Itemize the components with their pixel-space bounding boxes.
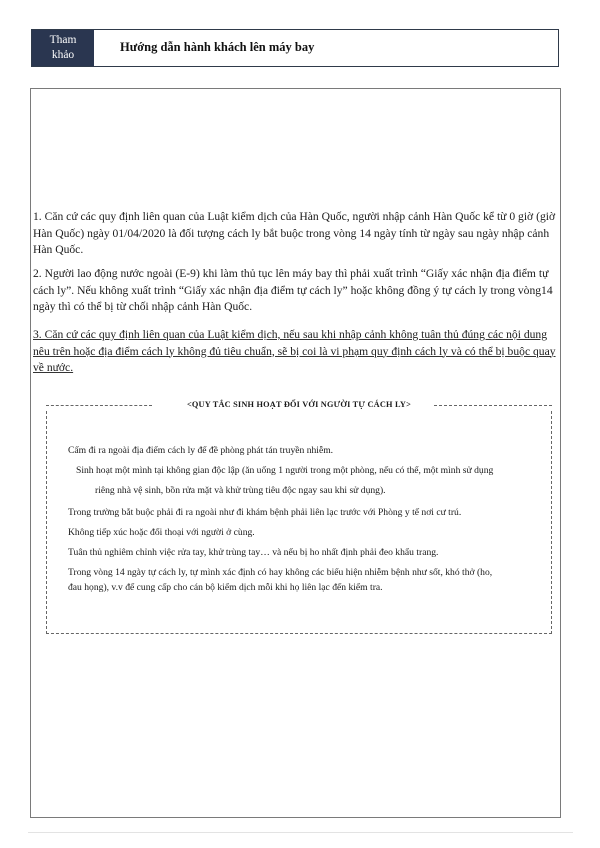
rule-item-continuation: đau họng), v.v để cung cấp cho cán bộ kiểm dịch mỗi khi họ liên lạc đến kiểm tra. [68,582,383,593]
document-title: Hướng dẫn hành khách lên máy bay [120,40,315,54]
rule-item: Sinh hoạt một mình tại không gian độc lập (ăn uống 1 người trong một phòng, nếu có thể, một mình sử dụng [76,465,494,476]
reference-tag [32,30,94,66]
rule-item: Không tiếp xúc hoặc đối thoại với người ở cùng. [68,527,255,538]
rules-header-line-right [434,405,552,406]
reference-tag-line2: khảo [51,49,75,61]
rule-item: Cấm đi ra ngoài địa điểm cách ly để đề phòng phát tán truyền nhiễm. [68,445,334,456]
rule-item: Tuân thủ nghiêm chỉnh việc rửa tay, khử trùng tay… và nếu bị ho nhất định phải đeo khẩu trang. [68,547,439,558]
header-box [31,29,559,67]
reference-tag-line1: Tham [49,34,77,46]
rule-item: Trong trường bắt buộc phải đi ra ngoài như đi khám bệnh phải liên lạc trước với Phòng y tế nơi cư trú. [68,507,462,518]
rule-item-continuation: riêng nhà vệ sinh, bồn rửa mặt và khử trùng tiêu độc ngay sau khi sử dụng). [95,485,386,496]
paragraph-3: 3. Căn cứ các quy định liên quan của Luật kiểm dịch, nếu sau khi nhập cảnh không tuân thủ đúng các nội dung nêu trên hoặc địa điểm cách ly không đủ tiêu chuẩn, sẽ bị coi là vi phạm quy định cách ly và có thể bị buộc quay về nước. [33,328,556,374]
rules-title: <QUY TẮC SINH HOẠT ĐỐI VỚI NGƯỜI TỰ CÁCH LY> [186,400,412,409]
rule-item: Trong vòng 14 ngày tự cách ly, tự mình xác định có hay không các biểu hiện nhiễm bệnh như sốt, khó thở (ho, [68,567,493,578]
paragraph-2: 2. Người lao động nước ngoài (E-9) khi làm thủ tục lên máy bay thì phải xuất trình “Giấy xác nhận địa điểm tự cách ly”. Nếu không xuất trình “Giấy xác nhận địa điểm tự cách ly” hoặc không đồng ý tự cách ly trong vòng14 ngày thì có thể bị từ chối nhập cảnh Hàn Quốc. [33,267,553,313]
rules-header [46,399,552,411]
paragraph-1: 1. Căn cứ các quy định liên quan của Luật kiểm dịch của Hàn Quốc, người nhập cảnh Hàn Quốc kể từ 0 giờ (giờ Hàn Quốc) ngày 01/04/2020 là đối tượng cách ly bắt buộc trong vòng 14 ngày tính từ ngày sau ngày nhập cảnh Hàn Quốc. [33,210,556,256]
page-bottom-divider [28,832,573,833]
